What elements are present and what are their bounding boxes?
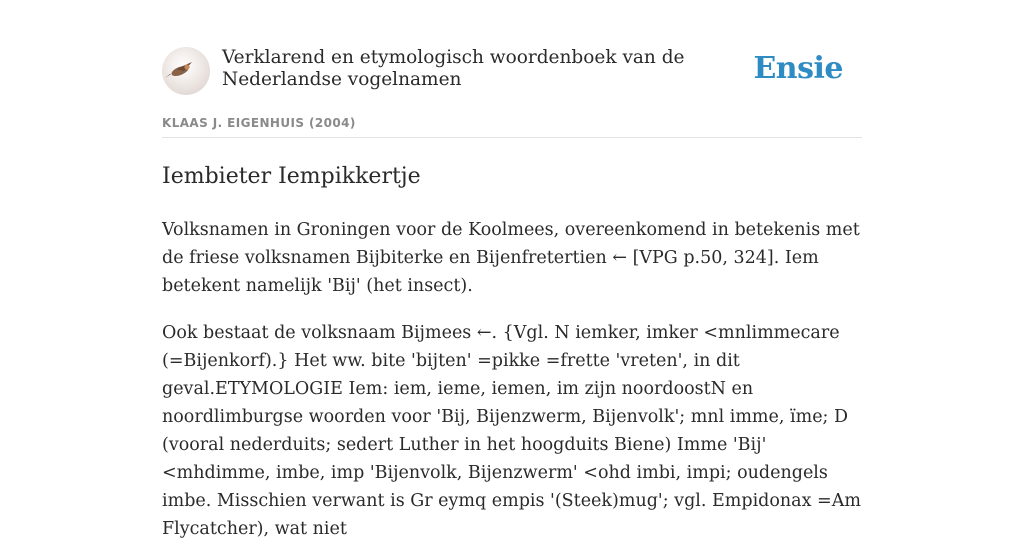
header — [162, 0, 862, 138]
author-label: KLAAS J. EIGENHUIS (2004) — [162, 116, 356, 130]
page-content — [162, 0, 862, 543]
bird-photo-icon — [162, 47, 210, 95]
book-logo[interactable] — [162, 47, 210, 95]
ensie-logo[interactable]: Ensie — [753, 51, 843, 86]
entry-title: Iembieter Iempikkertje — [162, 164, 421, 189]
entry-paragraph-2: Ook bestaat de volksnaam Bijmees ←. {Vgl. N iemker, imker <mnlimmecare (=Bijenkorf).} Het ww. bite 'bijten' =pikke =frette 'vreten', in dit geval.ETYMOLOGIE Iem: iem, ieme, iemen, im zijn noordoostN en noordlimburgse woorden voor 'Bij, Bijenzwerm, Bijenvolk'; mnl imme, ïme; D (vooral nederduits; sedert Luther in het hoogduits Biene) Imme 'Bij' <mhdimme, imbe, imp 'Bijenvolk, Bijenzwerm' <ohd imbi, impi; oudengels imbe. Misschien verwant is Gr eymq empis '(Steek)mug'; vgl. Empidonax =Am Flycatcher), wat niet — [162, 323, 861, 539]
entry-paragraph-1: Volksnamen in Groningen voor de Koolmees, overeenkomend in betekenis met de friese volksnamen Bijbiterke en Bijenfretertien ← [VPG p.50, 324]. Iem betekent namelijk 'Bij' (het insect). — [162, 220, 860, 296]
book-title[interactable]: Verklarend en etymologisch woordenboek van de Nederlandse vogelnamen — [222, 47, 685, 90]
